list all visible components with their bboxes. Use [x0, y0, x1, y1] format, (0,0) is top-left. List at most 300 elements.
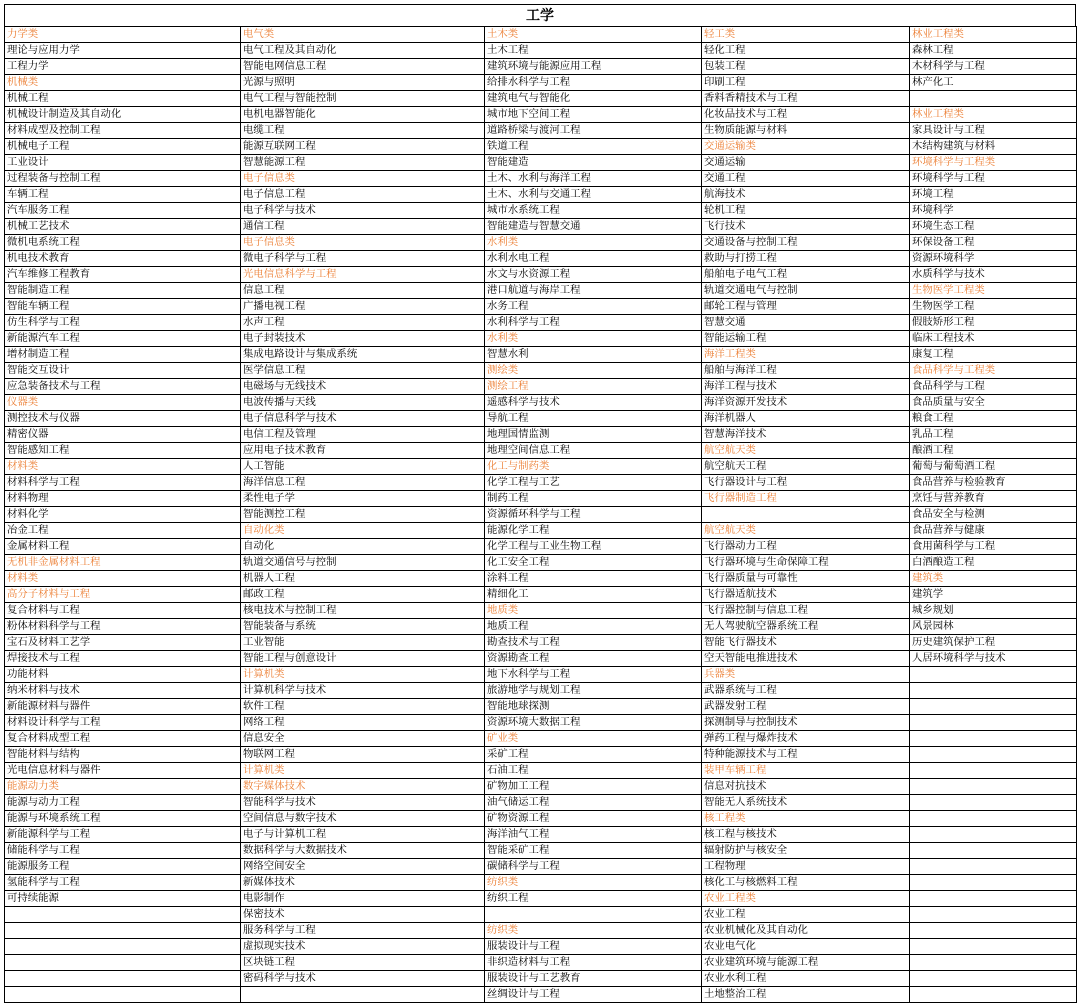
major-cell: 工程力学	[5, 59, 241, 75]
major-cell: 工业智能	[241, 635, 485, 651]
major-cell: 智慧海洋技术	[702, 427, 910, 443]
major-cell: 勘查技术与工程	[485, 635, 702, 651]
major-cell: 能源化学工程	[485, 523, 702, 539]
major-cell: 环境生态工程	[910, 219, 1077, 235]
major-cell: 广播电视工程	[241, 299, 485, 315]
table-row	[5, 587, 1077, 603]
major-cell: 交通运输	[702, 155, 910, 171]
major-cell: 风景园林	[910, 619, 1077, 635]
major-cell: 船舶电子电气工程	[702, 267, 910, 283]
major-cell: 土地整治工程	[702, 987, 910, 1003]
major-cell: 飞行技术	[702, 219, 910, 235]
major-cell: 智能材料与结构	[5, 747, 241, 763]
table-row	[5, 939, 1077, 955]
major-cell: 包装工程	[702, 59, 910, 75]
major-cell: 新能源材料与器件	[5, 699, 241, 715]
major-cell: 材料物理	[5, 491, 241, 507]
major-cell: 地理国情监测	[485, 427, 702, 443]
major-cell: 核工程与核技术	[702, 827, 910, 843]
major-cell: 轨道交通电气与控制	[702, 283, 910, 299]
category-cell: 水利类	[485, 331, 702, 347]
major-cell: 白酒酿造工程	[910, 555, 1077, 571]
major-cell: 农业电气化	[702, 939, 910, 955]
table-row	[5, 139, 1077, 155]
major-cell: 武器系统与工程	[702, 683, 910, 699]
major-cell: 香料香精技术与工程	[702, 91, 910, 107]
major-cell: 地下水科学与工程	[485, 667, 702, 683]
major-cell: 纳米材料与技术	[5, 683, 241, 699]
table-row	[5, 555, 1077, 571]
major-cell: 智能工程与创意设计	[241, 651, 485, 667]
major-cell: 电子信息科学与技术	[241, 411, 485, 427]
major-cell: 石油工程	[485, 763, 702, 779]
category-cell: 海洋工程类	[702, 347, 910, 363]
major-cell: 地质工程	[485, 619, 702, 635]
major-cell: 食品营养与检验教育	[910, 475, 1077, 491]
major-cell: 智能采矿工程	[485, 843, 702, 859]
major-cell: 新能源汽车工程	[5, 331, 241, 347]
category-cell: 计算机类	[241, 667, 485, 683]
table-row	[5, 155, 1077, 171]
major-cell: 化工安全工程	[485, 555, 702, 571]
major-cell: 矿物资源工程	[485, 811, 702, 827]
major-cell: 微机电系统工程	[5, 235, 241, 251]
major-cell: 网络空间安全	[241, 859, 485, 875]
table-row	[5, 59, 1077, 75]
category-cell: 材料类	[5, 459, 241, 475]
major-cell: 历史建筑保护工程	[910, 635, 1077, 651]
table-row	[5, 683, 1077, 699]
major-cell: 理论与应用力学	[5, 43, 241, 59]
major-cell: 印刷工程	[702, 75, 910, 91]
major-cell: 地理空间信息工程	[485, 443, 702, 459]
empty-cell	[5, 971, 241, 987]
major-cell: 无人驾驶航空器系统工程	[702, 619, 910, 635]
category-cell: 电子信息类	[241, 235, 485, 251]
table-row	[5, 75, 1077, 91]
category-cell: 食品科学与工程类	[910, 363, 1077, 379]
category-cell: 飞行器制造工程	[702, 491, 910, 507]
major-cell: 材料科学与工程	[5, 475, 241, 491]
table-row	[5, 475, 1077, 491]
major-cell: 自动化	[241, 539, 485, 555]
category-cell: 能源动力类	[5, 779, 241, 795]
major-cell: 虚拟现实技术	[241, 939, 485, 955]
major-cell: 通信工程	[241, 219, 485, 235]
category-cell: 仪器类	[5, 395, 241, 411]
major-cell	[485, 907, 702, 923]
major-cell	[910, 859, 1077, 875]
category-cell: 数字媒体技术	[241, 779, 485, 795]
major-cell: 城市水系统工程	[485, 203, 702, 219]
category-cell: 电气类	[241, 27, 485, 43]
major-cell: 港口航道与海岸工程	[485, 283, 702, 299]
major-cell: 智慧能源工程	[241, 155, 485, 171]
major-cell: 智能车辆工程	[5, 299, 241, 315]
table-row	[5, 331, 1077, 347]
category-cell: 兵器类	[702, 667, 910, 683]
table-row	[5, 347, 1077, 363]
major-cell: 能源与环境系统工程	[5, 811, 241, 827]
major-cell: 农业工程	[702, 907, 910, 923]
table-row	[5, 443, 1077, 459]
major-cell: 城市地下空间工程	[485, 107, 702, 123]
major-cell: 环保设备工程	[910, 235, 1077, 251]
major-cell: 材料成型及控制工程	[5, 123, 241, 139]
major-cell: 仿生科学与工程	[5, 315, 241, 331]
major-cell: 服装设计与工艺教育	[485, 971, 702, 987]
major-cell: 集成电路设计与集成系统	[241, 347, 485, 363]
major-cell: 海洋信息工程	[241, 475, 485, 491]
table-row	[5, 315, 1077, 331]
table-row	[5, 779, 1077, 795]
major-cell	[910, 939, 1077, 955]
major-cell: 机电技术教育	[5, 251, 241, 267]
major-cell: 建筑环境与能源应用工程	[485, 59, 702, 75]
major-cell: 弹药工程与爆炸技术	[702, 731, 910, 747]
major-cell: 机器人工程	[241, 571, 485, 587]
major-cell: 遥感科学与技术	[485, 395, 702, 411]
table-row	[5, 299, 1077, 315]
table-row	[5, 171, 1077, 187]
major-cell: 光源与照明	[241, 75, 485, 91]
major-cell: 智慧交通	[702, 315, 910, 331]
major-cell: 电信工程及管理	[241, 427, 485, 443]
major-cell: 船舶与海洋工程	[702, 363, 910, 379]
major-cell: 飞行器设计与工程	[702, 475, 910, 491]
major-cell: 服务科学与工程	[241, 923, 485, 939]
major-cell: 海洋油气工程	[485, 827, 702, 843]
major-cell: 机械电子工程	[5, 139, 241, 155]
table-row	[5, 219, 1077, 235]
major-cell: 酿酒工程	[910, 443, 1077, 459]
major-cell: 采矿工程	[485, 747, 702, 763]
table-row	[5, 363, 1077, 379]
major-cell: 过程装备与控制工程	[5, 171, 241, 187]
major-cell: 服装设计与工程	[485, 939, 702, 955]
major-cell: 探测制导与控制技术	[702, 715, 910, 731]
major-cell: 粮食工程	[910, 411, 1077, 427]
table-row	[5, 571, 1077, 587]
major-cell: 测控技术与仪器	[5, 411, 241, 427]
table-row	[5, 523, 1077, 539]
category-cell: 土木类	[485, 27, 702, 43]
major-cell: 制药工程	[485, 491, 702, 507]
major-cell: 软件工程	[241, 699, 485, 715]
major-cell: 柔性电子学	[241, 491, 485, 507]
major-cell: 康复工程	[910, 347, 1077, 363]
major-cell: 增材制造工程	[5, 347, 241, 363]
major-cell: 智能电网信息工程	[241, 59, 485, 75]
major-cell	[702, 507, 910, 523]
major-cell: 救助与打捞工程	[702, 251, 910, 267]
table-row	[5, 859, 1077, 875]
major-cell: 临床工程技术	[910, 331, 1077, 347]
major-cell: 智能建造	[485, 155, 702, 171]
category-cell: 纺织类	[485, 923, 702, 939]
major-cell: 辐射防护与核安全	[702, 843, 910, 859]
major-cell: 智能无人系统技术	[702, 795, 910, 811]
major-cell: 烹饪与营养教育	[910, 491, 1077, 507]
major-cell: 工程物理	[702, 859, 910, 875]
major-cell: 交通工程	[702, 171, 910, 187]
table-row	[5, 459, 1077, 475]
major-cell: 保密技术	[241, 907, 485, 923]
major-cell	[910, 811, 1077, 827]
major-cell: 资源循环科学与工程	[485, 507, 702, 523]
major-cell: 铁道工程	[485, 139, 702, 155]
major-cell: 电子封装技术	[241, 331, 485, 347]
spreadsheet	[4, 4, 1076, 1003]
major-cell: 海洋机器人	[702, 411, 910, 427]
category-cell: 航空航天类	[702, 443, 910, 459]
major-cell: 氢能科学与工程	[5, 875, 241, 891]
table-row	[5, 795, 1077, 811]
major-cell: 核电技术与控制工程	[241, 603, 485, 619]
major-cell: 农业建筑环境与能源工程	[702, 955, 910, 971]
major-cell: 矿物加工工程	[485, 779, 702, 795]
major-cell: 复合材料成型工程	[5, 731, 241, 747]
major-cell: 环境科学与工程	[910, 171, 1077, 187]
major-cell: 生物医学工程	[910, 299, 1077, 315]
major-cell: 水务工程	[485, 299, 702, 315]
table-row	[5, 267, 1077, 283]
major-cell: 邮轮工程与管理	[702, 299, 910, 315]
major-cell: 环境科学	[910, 203, 1077, 219]
table-row	[5, 123, 1077, 139]
major-cell	[910, 875, 1077, 891]
table-row	[5, 91, 1077, 107]
major-cell	[910, 907, 1077, 923]
major-cell: 车辆工程	[5, 187, 241, 203]
major-cell: 林产化工	[910, 75, 1077, 91]
major-cell: 智能交互设计	[5, 363, 241, 379]
major-cell: 轻化工程	[702, 43, 910, 59]
major-cell: 纺织工程	[485, 891, 702, 907]
major-cell: 旅游地学与规划工程	[485, 683, 702, 699]
major-cell: 土木、水利与交通工程	[485, 187, 702, 203]
table-row	[5, 379, 1077, 395]
major-cell: 涂料工程	[485, 571, 702, 587]
major-cell: 导航工程	[485, 411, 702, 427]
major-cell: 农业机械化及其自动化	[702, 923, 910, 939]
table-row	[5, 619, 1077, 635]
major-cell: 能源服务工程	[5, 859, 241, 875]
major-cell: 资源勘查工程	[485, 651, 702, 667]
category-cell: 轻工类	[702, 27, 910, 43]
table-row	[5, 923, 1077, 939]
major-cell: 机械工艺技术	[5, 219, 241, 235]
major-cell: 环境工程	[910, 187, 1077, 203]
major-cell: 武器发射工程	[702, 699, 910, 715]
major-cell: 区块链工程	[241, 955, 485, 971]
major-cell: 智能飞行器技术	[702, 635, 910, 651]
major-cell: 智能制造工程	[5, 283, 241, 299]
category-cell: 生物医学工程类	[910, 283, 1077, 299]
major-cell: 精细化工	[485, 587, 702, 603]
major-cell	[910, 779, 1077, 795]
table-row	[5, 651, 1077, 667]
category-cell: 水利类	[485, 235, 702, 251]
category-cell: 林业工程类	[910, 107, 1077, 123]
major-cell: 电子信息工程	[241, 187, 485, 203]
major-cell: 可持续能源	[5, 891, 241, 907]
major-cell: 空间信息与数字技术	[241, 811, 485, 827]
major-cell: 水质科学与技术	[910, 267, 1077, 283]
major-cell: 航海技术	[702, 187, 910, 203]
table-row	[5, 699, 1077, 715]
category-cell: 计算机类	[241, 763, 485, 779]
table-row	[5, 747, 1077, 763]
major-cell: 人居环境科学与技术	[910, 651, 1077, 667]
major-cell: 智能科学与技术	[241, 795, 485, 811]
major-cell: 邮政工程	[241, 587, 485, 603]
major-cell: 应急装备技术与工程	[5, 379, 241, 395]
major-cell: 电机电器智能化	[241, 107, 485, 123]
major-cell: 网络工程	[241, 715, 485, 731]
category-cell: 化工与制药类	[485, 459, 702, 475]
category-cell: 材料类	[5, 571, 241, 587]
table-row	[5, 891, 1077, 907]
major-cell: 电气工程及其自动化	[241, 43, 485, 59]
table-row	[5, 843, 1077, 859]
major-cell	[910, 747, 1077, 763]
major-cell: 数据科学与大数据技术	[241, 843, 485, 859]
major-cell: 精密仪器	[5, 427, 241, 443]
major-cell: 轮机工程	[702, 203, 910, 219]
major-cell	[5, 923, 241, 939]
major-table-body	[5, 27, 1077, 1003]
major-cell: 轨道交通信号与控制	[241, 555, 485, 571]
major-cell: 智能测控工程	[241, 507, 485, 523]
major-cell: 道路桥梁与渡河工程	[485, 123, 702, 139]
major-cell	[5, 955, 241, 971]
major-cell: 资源环境大数据工程	[485, 715, 702, 731]
table-row	[5, 395, 1077, 411]
table-row	[5, 875, 1077, 891]
table-row	[5, 251, 1077, 267]
category-cell: 环境科学与工程类	[910, 155, 1077, 171]
major-cell: 海洋工程与技术	[702, 379, 910, 395]
category-cell: 力学类	[5, 27, 241, 43]
major-cell: 油气储运工程	[485, 795, 702, 811]
table-row	[5, 603, 1077, 619]
category-cell: 核工程类	[702, 811, 910, 827]
table-row	[5, 635, 1077, 651]
major-cell: 冶金工程	[5, 523, 241, 539]
major-cell: 金属材料工程	[5, 539, 241, 555]
major-cell: 非织造材料与工程	[485, 955, 702, 971]
major-cell: 海洋资源开发技术	[702, 395, 910, 411]
table-row	[5, 667, 1077, 683]
category-cell: 自动化类	[241, 523, 485, 539]
category-cell: 电子信息类	[241, 171, 485, 187]
table-row	[5, 411, 1077, 427]
table-row	[5, 27, 1077, 43]
table-row	[5, 491, 1077, 507]
major-cell	[910, 843, 1077, 859]
major-cell: 智慧水利	[485, 347, 702, 363]
table-row	[5, 971, 1077, 987]
major-cell: 飞行器控制与信息工程	[702, 603, 910, 619]
major-cell: 密码科学与技术	[241, 971, 485, 987]
major-cell: 智能感知工程	[5, 443, 241, 459]
major-cell: 化学工程与工艺	[485, 475, 702, 491]
major-cell: 机械设计制造及其自动化	[5, 107, 241, 123]
major-cell: 储能科学与工程	[5, 843, 241, 859]
major-cell: 电缆工程	[241, 123, 485, 139]
major-cell: 信息对抗技术	[702, 779, 910, 795]
major-cell: 新媒体技术	[241, 875, 485, 891]
category-cell: 测绘类	[485, 363, 702, 379]
major-cell	[5, 939, 241, 955]
major-cell: 宝石及材料工艺学	[5, 635, 241, 651]
table-row	[5, 187, 1077, 203]
category-cell: 测绘工程	[485, 379, 702, 395]
major-cell: 建筑电气与智能化	[485, 91, 702, 107]
major-cell: 生物质能源与材料	[702, 123, 910, 139]
category-cell: 光电信息科学与工程	[241, 267, 485, 283]
major-cell: 航空航天工程	[702, 459, 910, 475]
major-cell: 飞行器环境与生命保障工程	[702, 555, 910, 571]
major-cell: 土木工程	[485, 43, 702, 59]
major-cell: 电子与计算机工程	[241, 827, 485, 843]
table-row	[5, 203, 1077, 219]
major-cell: 能源与动力工程	[5, 795, 241, 811]
table-row	[5, 283, 1077, 299]
major-cell: 微电子科学与工程	[241, 251, 485, 267]
major-cell	[910, 971, 1077, 987]
major-cell	[910, 891, 1077, 907]
major-cell: 土木、水利与海洋工程	[485, 171, 702, 187]
table-row	[5, 539, 1077, 555]
major-cell: 医学信息工程	[241, 363, 485, 379]
major-cell: 粉体材料科学与工程	[5, 619, 241, 635]
major-cell	[910, 795, 1077, 811]
major-cell	[910, 923, 1077, 939]
major-cell: 信息工程	[241, 283, 485, 299]
major-cell: 食品质量与安全	[910, 395, 1077, 411]
category-cell: 航空航天类	[702, 523, 910, 539]
table-row	[5, 43, 1077, 59]
major-cell	[910, 763, 1077, 779]
major-cell: 智能装备与系统	[241, 619, 485, 635]
major-cell	[910, 715, 1077, 731]
major-cell: 化妆品技术与工程	[702, 107, 910, 123]
category-cell: 纺织类	[485, 875, 702, 891]
table-row	[5, 827, 1077, 843]
major-cell	[910, 955, 1077, 971]
major-cell: 乳品工程	[910, 427, 1077, 443]
major-cell: 复合材料与工程	[5, 603, 241, 619]
major-cell: 家具设计与工程	[910, 123, 1077, 139]
major-cell: 新能源科学与工程	[5, 827, 241, 843]
major-cell: 计算机科学与技术	[241, 683, 485, 699]
major-cell: 水声工程	[241, 315, 485, 331]
table-row	[5, 427, 1077, 443]
table-row	[5, 763, 1077, 779]
table-row	[5, 507, 1077, 523]
table-row	[5, 811, 1077, 827]
major-cell	[910, 683, 1077, 699]
table-row	[5, 907, 1077, 923]
major-cell: 空天智能电推进技术	[702, 651, 910, 667]
category-cell: 地质类	[485, 603, 702, 619]
major-cell: 智能地球探测	[485, 699, 702, 715]
table-row	[5, 107, 1077, 123]
major-cell	[910, 731, 1077, 747]
major-cell: 物联网工程	[241, 747, 485, 763]
